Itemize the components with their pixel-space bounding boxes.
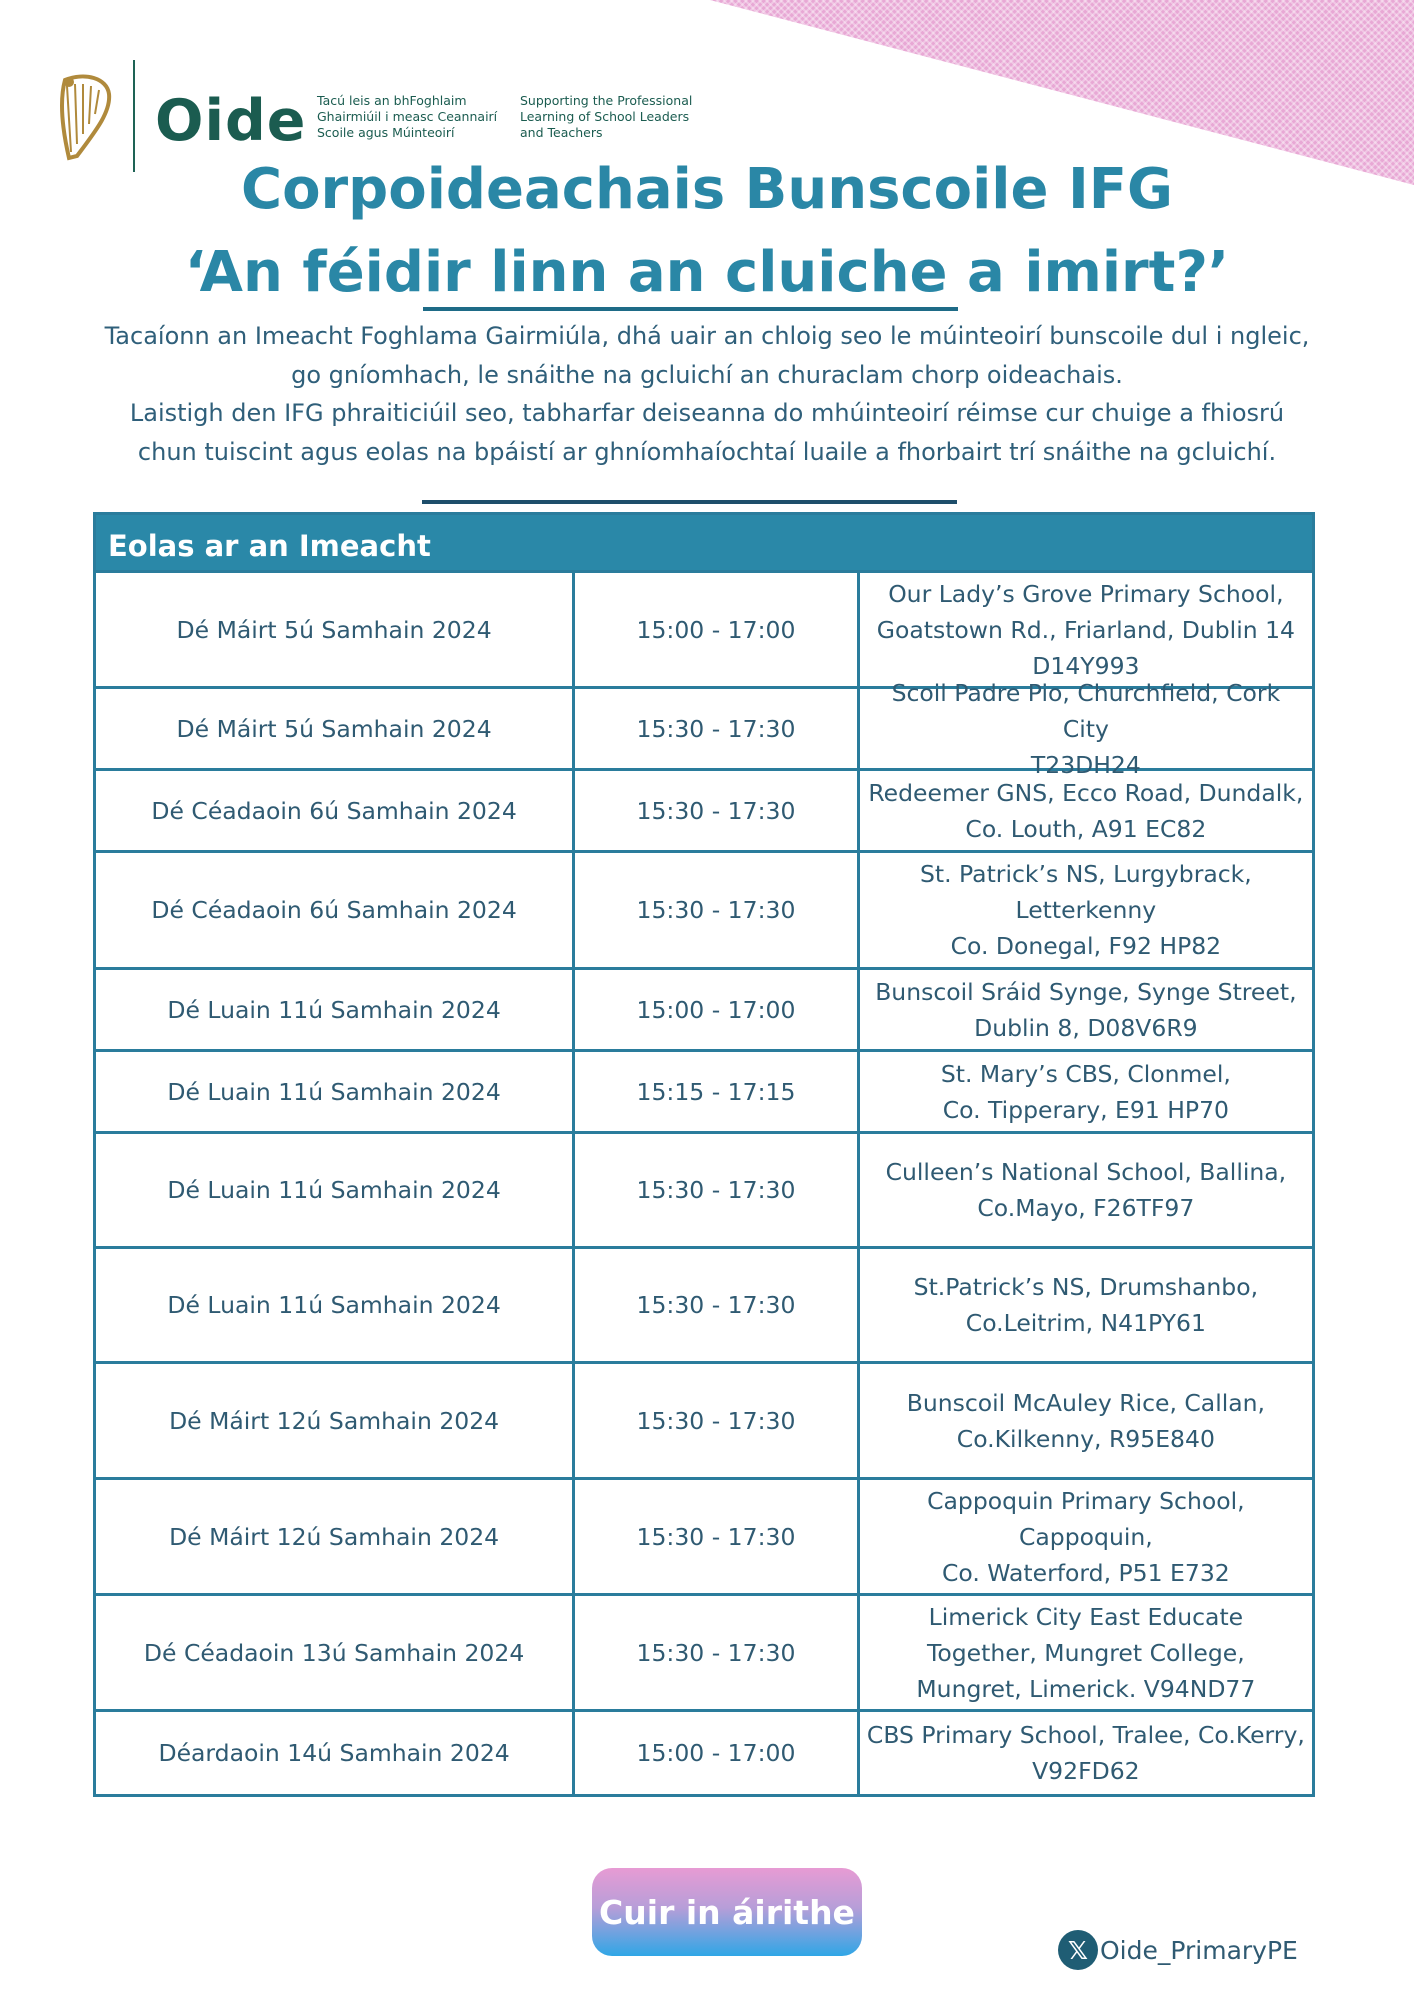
event-venue: St. Patrick’s NS, Lurgybrack, Letterkenny Co. Donegal, F92 HP82 xyxy=(919,860,1252,960)
title-underline xyxy=(423,307,958,311)
event-time: 15:30 - 17:30 xyxy=(575,1134,860,1246)
section-divider xyxy=(422,500,957,504)
brand-tagline-english: Supporting the Professional Learning of School Leaders and Teachers xyxy=(520,93,693,140)
event-date: Déardaoin 14ú Samhain 2024 xyxy=(96,1712,575,1794)
table-row xyxy=(96,1364,1312,1480)
table-row xyxy=(96,853,1312,970)
event-date: Dé Máirt 5ú Samhain 2024 xyxy=(96,689,575,768)
event-time: 15:30 - 17:30 xyxy=(575,853,860,967)
intro-text xyxy=(100,317,1314,471)
social-handle: Oide_PrimaryPE xyxy=(1100,1935,1298,1965)
event-time: 15:30 - 17:30 xyxy=(575,1249,860,1361)
x-logo-icon: 𝕏 xyxy=(1058,1930,1098,1970)
event-table-heading: Eolas ar an Imeacht xyxy=(96,515,1312,573)
table-row xyxy=(96,1052,1312,1134)
event-date: Dé Luain 11ú Samhain 2024 xyxy=(96,1249,575,1361)
table-row xyxy=(96,1134,1312,1249)
intro-paragraph-2: Laistigh den IFG phraiticiúil seo, tabharfar deiseanna do mhúinteoirí réimse cur chuige a fhiosrú chun tuiscint agus eolas na bpáistí ar ghníomhaíochtaí luaile a fhorbairt trí snáithe na gcluichí. xyxy=(129,399,1285,466)
event-venue: St.Patrick’s NS, Drumshanbo, Co.Leitrim, N41PY61 xyxy=(913,1273,1259,1337)
event-date: Dé Céadaoin 13ú Samhain 2024 xyxy=(96,1596,575,1709)
event-venue: Our Lady’s Grove Primary School, Goatstown Rd., Friarland, Dublin 14 D14Y993 xyxy=(876,579,1295,680)
table-row xyxy=(96,1249,1312,1364)
harp-icon xyxy=(55,72,113,162)
event-venue: CBS Primary School, Tralee, Co.Kerry, V92FD62 xyxy=(866,1721,1305,1785)
event-date: Dé Luain 11ú Samhain 2024 xyxy=(96,1134,575,1246)
event-date: Dé Céadaoin 6ú Samhain 2024 xyxy=(96,853,575,967)
event-venue: Scoil Padre Pio, Churchfield, Cork City T23DH24 xyxy=(891,678,1281,779)
page-subtitle: ‘An féidir linn an cluiche a imirt?’ xyxy=(184,240,1230,305)
event-time: 15:30 - 17:30 xyxy=(575,689,860,768)
event-time: 15:15 - 17:15 xyxy=(575,1052,860,1131)
event-time: 15:00 - 17:00 xyxy=(575,1712,860,1794)
table-row xyxy=(96,771,1312,853)
table-row xyxy=(96,1480,1312,1596)
event-table xyxy=(93,512,1315,1797)
book-now-button[interactable]: Cuir in áirithe xyxy=(592,1868,862,1956)
event-date: Dé Máirt 12ú Samhain 2024 xyxy=(96,1480,575,1593)
brand-tagline-irish: Tacú leis an bhFoghlaim Ghairmiúil i measc Ceannairí Scoile agus Múinteoirí xyxy=(317,93,498,140)
social-handle-link[interactable] xyxy=(1058,1929,1298,1971)
table-row xyxy=(96,970,1312,1052)
event-venue: St. Mary’s CBS, Clonmel, Co. Tipperary, E91 HP70 xyxy=(940,1059,1231,1124)
event-time: 15:00 - 17:00 xyxy=(575,573,860,686)
event-date: Dé Máirt 5ú Samhain 2024 xyxy=(96,573,575,686)
event-time: 15:30 - 17:30 xyxy=(575,771,860,850)
event-date: Dé Luain 11ú Samhain 2024 xyxy=(96,970,575,1049)
event-time: 15:30 - 17:30 xyxy=(575,1596,860,1709)
logo-divider xyxy=(133,60,135,172)
event-venue: Bunscoil Sráid Synge, Synge Street, Dublin 8, D08V6R9 xyxy=(875,977,1297,1042)
event-venue: Culleen’s National School, Ballina, Co.Mayo, F26TF97 xyxy=(885,1158,1287,1222)
event-venue: Redeemer GNS, Ecco Road, Dundalk, Co. Louth, A91 EC82 xyxy=(868,778,1304,843)
event-venue: Bunscoil McAuley Rice, Callan, Co.Kilkenny, R95E840 xyxy=(906,1388,1266,1453)
event-venue: Cappoquin Primary School, Cappoquin, Co. Waterford, P51 E732 xyxy=(927,1486,1245,1587)
page-title: Corpoideachais Bunscoile IFG xyxy=(240,157,1173,222)
event-time: 15:00 - 17:00 xyxy=(575,970,860,1049)
event-date: Dé Máirt 12ú Samhain 2024 xyxy=(96,1364,575,1477)
event-time: 15:30 - 17:30 xyxy=(575,1480,860,1593)
brand-name: Oide xyxy=(155,88,307,154)
event-venue: Limerick City East Educate Together, Mungret College, Mungret, Limerick. V94ND77 xyxy=(916,1602,1256,1703)
table-row xyxy=(96,1712,1312,1794)
event-date: Dé Céadaoin 6ú Samhain 2024 xyxy=(96,771,575,850)
event-time: 15:30 - 17:30 xyxy=(575,1364,860,1477)
intro-paragraph-1: Tacaíonn an Imeacht Foghlama Gairmiúla, dhá uair an chloig seo le múinteoirí bunscoile dul i ngleic, go gníomhach, le snáithe na gcluichí an churaclam chorp oideachais. xyxy=(104,322,1310,389)
event-date: Dé Luain 11ú Samhain 2024 xyxy=(96,1052,575,1131)
table-row xyxy=(96,573,1312,689)
table-row xyxy=(96,678,1312,779)
table-row xyxy=(96,1596,1312,1712)
